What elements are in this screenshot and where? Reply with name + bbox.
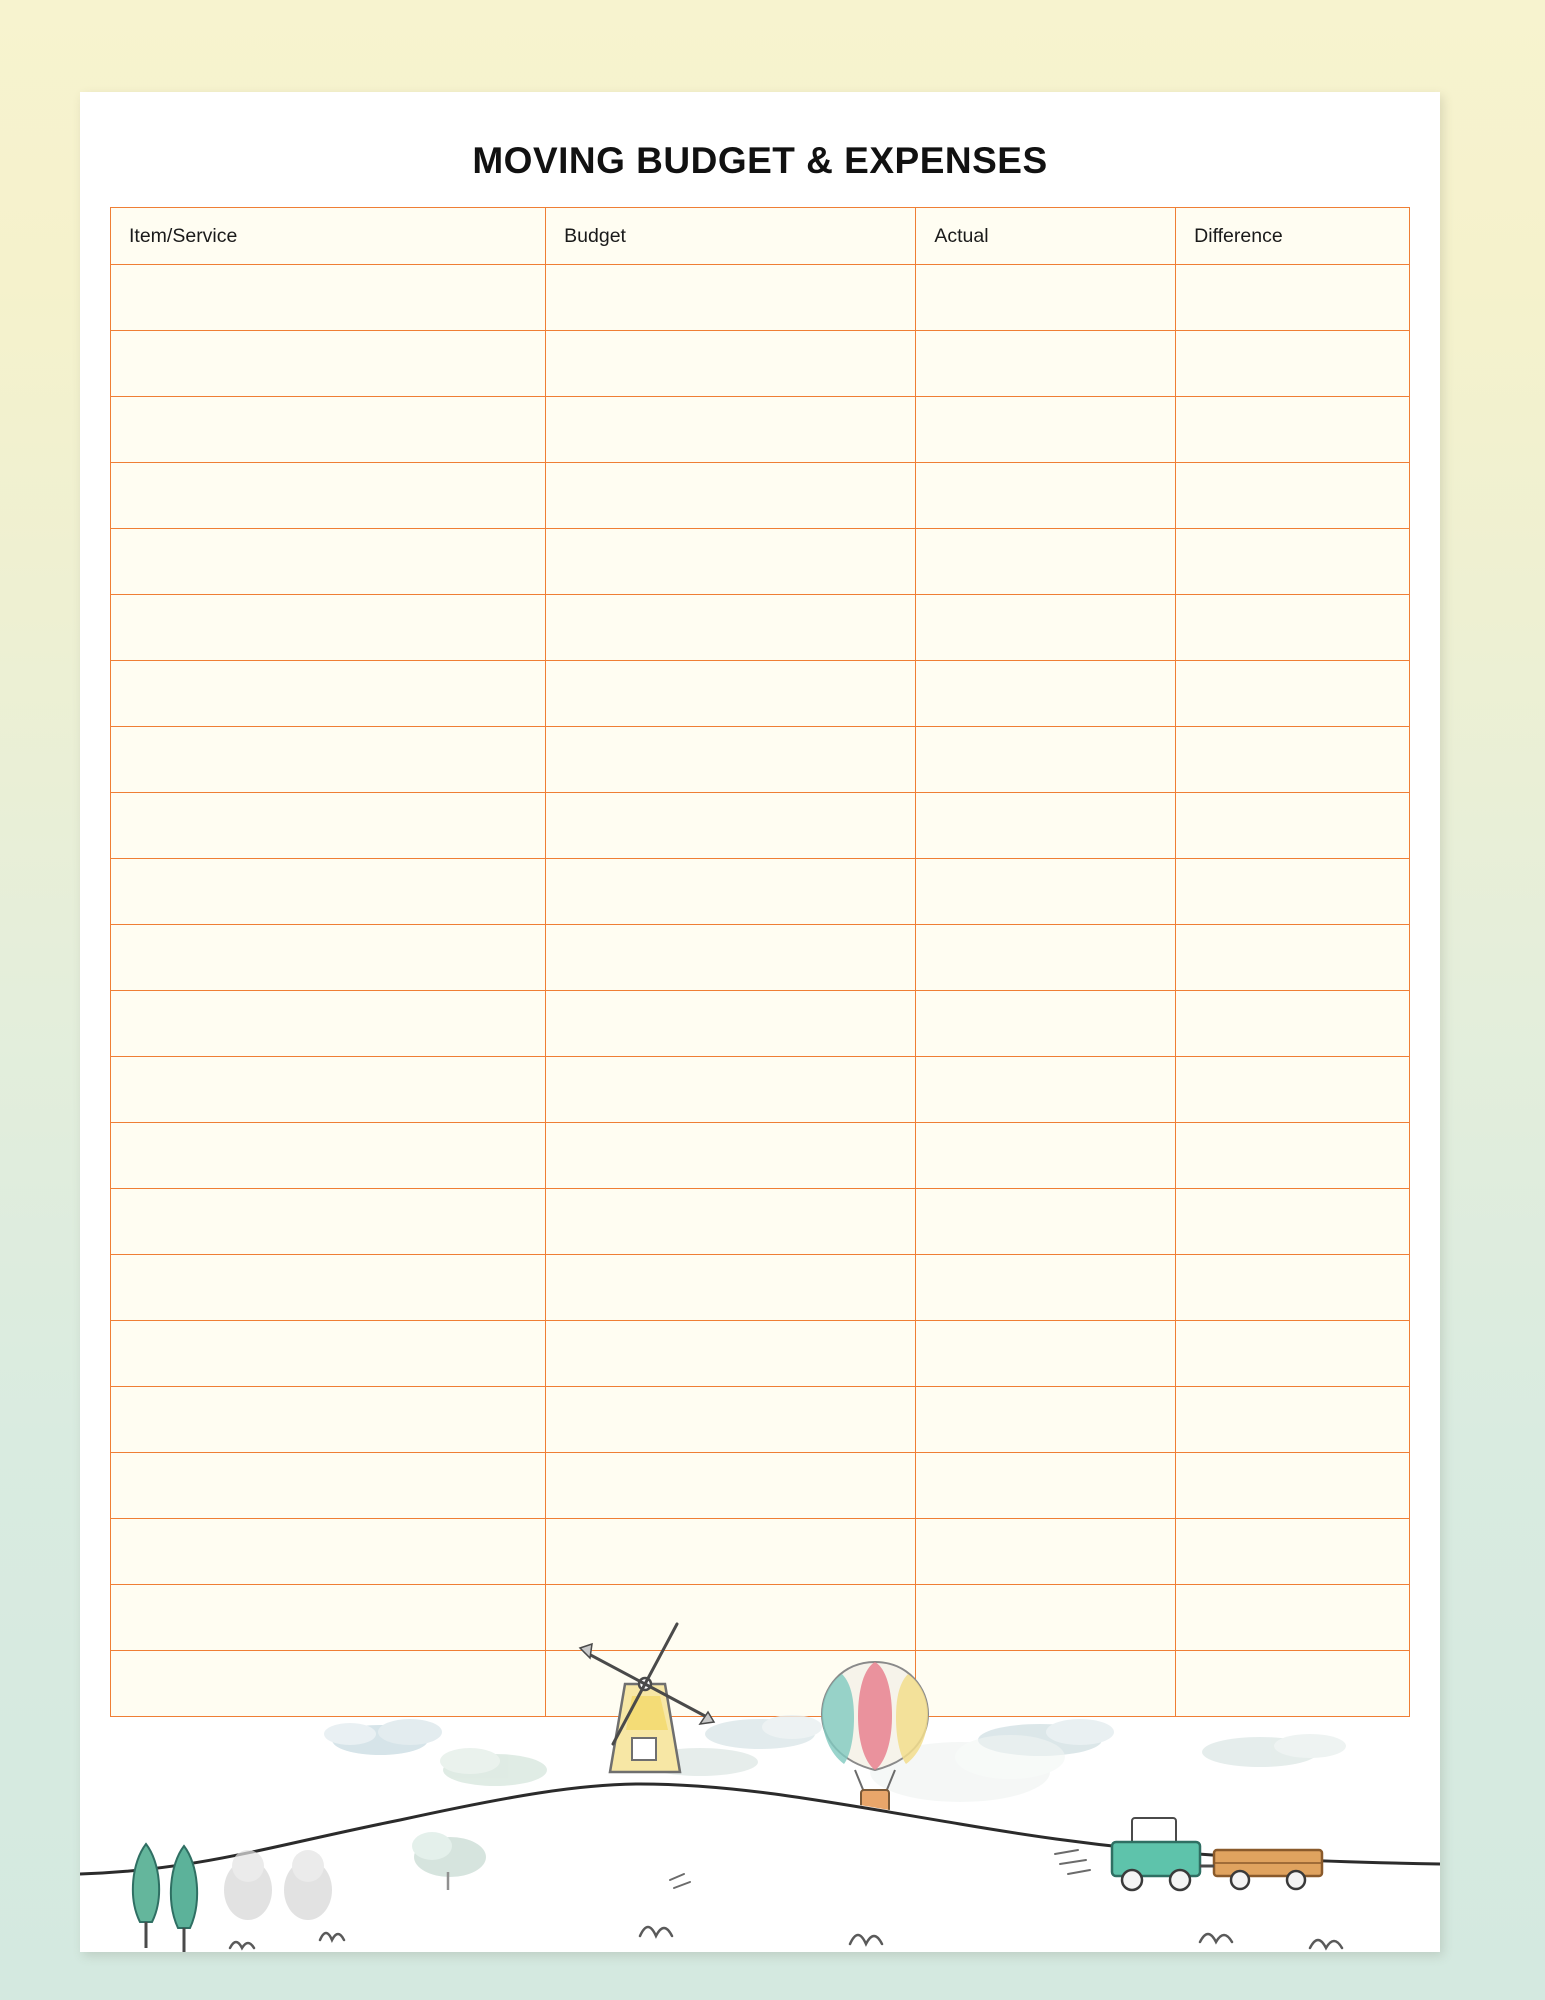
tree-icon [133,1844,159,1948]
cell-difference[interactable] [1176,1453,1410,1519]
cell-actual[interactable] [916,1189,1176,1255]
cell-budget[interactable] [546,1453,916,1519]
cell-item-service[interactable] [111,1585,546,1651]
cell-item-service[interactable] [111,1057,546,1123]
cell-item-service[interactable] [111,991,546,1057]
bush-icon [224,1850,272,1920]
table-row[interactable] [111,925,1410,991]
cell-budget[interactable] [546,1519,916,1585]
cell-difference[interactable] [1176,727,1410,793]
cell-difference[interactable] [1176,1189,1410,1255]
table-row[interactable] [111,1123,1410,1189]
column-header-budget: Budget [546,208,916,265]
cell-budget[interactable] [546,1123,916,1189]
tree-icon [171,1846,197,1952]
table-row[interactable] [111,1585,1410,1651]
cell-actual[interactable] [916,793,1176,859]
cell-difference[interactable] [1176,1387,1410,1453]
cell-item-service[interactable] [111,925,546,991]
table-row[interactable] [111,331,1410,397]
table-row[interactable] [111,1057,1410,1123]
cell-difference[interactable] [1176,1123,1410,1189]
table-row[interactable] [111,1387,1410,1453]
cell-budget[interactable] [546,991,916,1057]
cell-item-service[interactable] [111,661,546,727]
cloud-icon [705,1715,822,1749]
cell-item-service[interactable] [111,1387,546,1453]
cell-item-service[interactable] [111,727,546,793]
cell-budget[interactable] [546,1387,916,1453]
cell-budget[interactable] [546,1057,916,1123]
cell-budget[interactable] [546,331,916,397]
cell-actual[interactable] [916,265,1176,331]
cell-budget[interactable] [546,1321,916,1387]
cell-budget[interactable] [546,463,916,529]
table-row[interactable] [111,991,1410,1057]
table-row[interactable] [111,595,1410,661]
cell-budget[interactable] [546,1651,916,1717]
table-row[interactable] [111,1255,1410,1321]
cell-budget[interactable] [546,1585,916,1651]
cell-difference[interactable] [1176,1585,1410,1651]
table-row[interactable] [111,661,1410,727]
cell-item-service[interactable] [111,1651,546,1717]
table-row[interactable] [111,1519,1410,1585]
cell-item-service[interactable] [111,1189,546,1255]
cell-actual[interactable] [916,1585,1176,1651]
cell-actual[interactable] [916,1057,1176,1123]
cell-actual[interactable] [916,727,1176,793]
table-row[interactable] [111,265,1410,331]
cell-item-service[interactable] [111,463,546,529]
cell-budget[interactable] [546,1189,916,1255]
cell-item-service[interactable] [111,1519,546,1585]
cell-budget[interactable] [546,529,916,595]
cell-actual[interactable] [916,331,1176,397]
cell-difference[interactable] [1176,1519,1410,1585]
table-row[interactable] [111,1189,1410,1255]
cell-difference[interactable] [1176,1255,1410,1321]
motion-marks [670,1850,1090,1888]
table-row[interactable] [111,463,1410,529]
cell-difference[interactable] [1176,859,1410,925]
cell-budget[interactable] [546,793,916,859]
cell-actual[interactable] [916,991,1176,1057]
cell-item-service[interactable] [111,397,546,463]
cell-actual[interactable] [916,529,1176,595]
table-row[interactable] [111,793,1410,859]
column-header-difference: Difference [1176,208,1410,265]
cell-item-service[interactable] [111,1123,546,1189]
cell-item-service[interactable] [111,1255,546,1321]
cell-budget[interactable] [546,1255,916,1321]
cloud-icon [1202,1734,1346,1767]
bush-icon [284,1850,332,1920]
cloud-icon [642,1748,758,1776]
table-row[interactable] [111,727,1410,793]
cell-item-service[interactable] [111,1321,546,1387]
cell-actual[interactable] [916,1519,1176,1585]
cloud-icon [324,1719,442,1755]
cell-budget[interactable] [546,595,916,661]
cell-actual[interactable] [916,1255,1176,1321]
cell-item-service[interactable] [111,265,546,331]
cell-item-service[interactable] [111,595,546,661]
cell-actual[interactable] [916,1651,1176,1717]
table-header-row [111,208,1410,265]
cell-budget[interactable] [546,661,916,727]
truck-icon [1112,1818,1200,1890]
cell-difference[interactable] [1176,463,1410,529]
budget-table [110,207,1410,1717]
cell-item-service[interactable] [111,793,546,859]
cell-actual[interactable] [916,595,1176,661]
cell-difference[interactable] [1176,1057,1410,1123]
cell-actual[interactable] [916,397,1176,463]
table-body [111,265,1410,1717]
table-row[interactable] [111,1321,1410,1387]
cell-budget[interactable] [546,265,916,331]
cell-difference[interactable] [1176,925,1410,991]
cell-difference[interactable] [1176,397,1410,463]
table-row[interactable] [111,397,1410,463]
hill-icon [80,1782,1440,1952]
cloud-icon [440,1748,547,1786]
cell-item-service[interactable] [111,331,546,397]
cell-budget[interactable] [546,397,916,463]
hill-line [80,1784,1440,1874]
table-row[interactable] [111,859,1410,925]
cell-actual[interactable] [916,661,1176,727]
cell-actual[interactable] [916,463,1176,529]
cell-difference[interactable] [1176,1321,1410,1387]
cloud-icon [870,1735,1065,1802]
page-title: MOVING BUDGET & EXPENSES [472,140,1048,181]
column-header-actual: Actual [916,208,1176,265]
cell-difference[interactable] [1176,529,1410,595]
cell-actual[interactable] [916,925,1176,991]
trailer-icon [1200,1850,1322,1889]
cell-budget[interactable] [546,727,916,793]
table-row[interactable] [111,529,1410,595]
cell-budget[interactable] [546,925,916,991]
cell-difference[interactable] [1176,595,1410,661]
bush-icon [412,1832,486,1890]
cell-actual[interactable] [916,1387,1176,1453]
cell-actual[interactable] [916,859,1176,925]
cell-actual[interactable] [916,1321,1176,1387]
cell-difference[interactable] [1176,265,1410,331]
cell-difference[interactable] [1176,991,1410,1057]
cloud-icon [978,1719,1114,1756]
cell-difference[interactable] [1176,793,1410,859]
table-row[interactable] [111,1651,1410,1717]
column-header-item-service: Item/Service [111,208,546,265]
cell-item-service[interactable] [111,859,546,925]
cell-item-service[interactable] [111,529,546,595]
grass-tuft-icon [230,1927,1342,1948]
cell-actual[interactable] [916,1453,1176,1519]
cell-difference[interactable] [1176,331,1410,397]
worksheet-sheet [80,92,1440,1952]
cell-actual[interactable] [916,1123,1176,1189]
cell-difference[interactable] [1176,661,1410,727]
cell-item-service[interactable] [111,1453,546,1519]
cell-budget[interactable] [546,859,916,925]
table-row[interactable] [111,1453,1410,1519]
cell-difference[interactable] [1176,1651,1410,1717]
